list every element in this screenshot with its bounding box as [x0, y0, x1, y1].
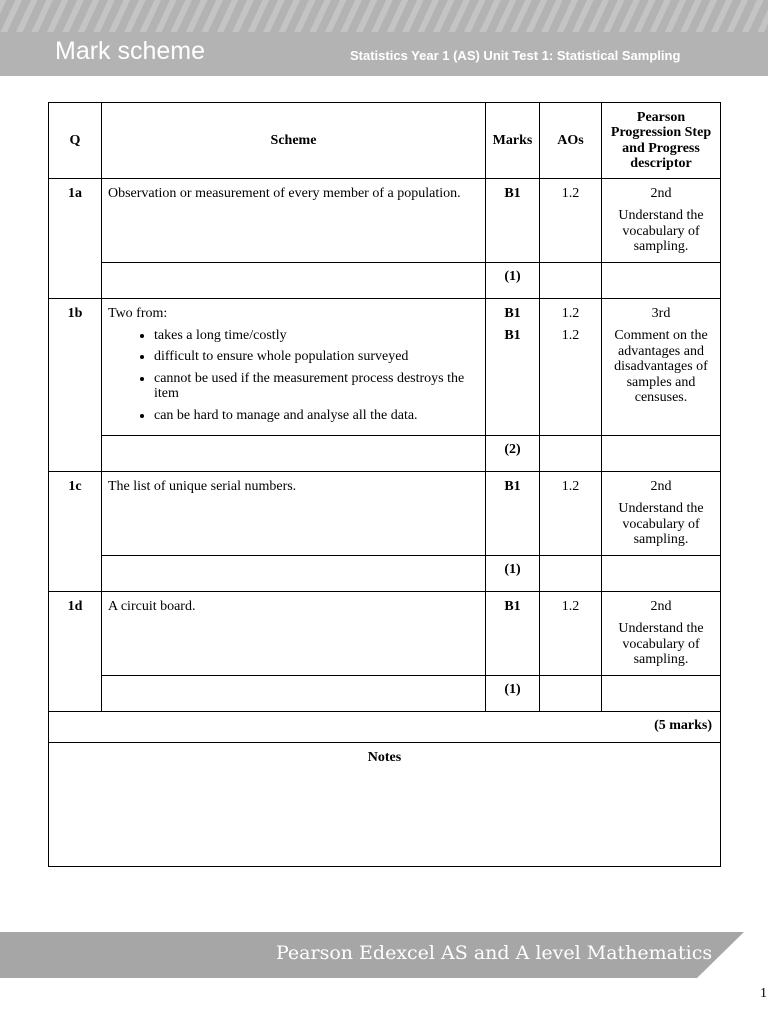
mark-code: B1: [486, 591, 540, 675]
header-q: Q: [49, 103, 102, 179]
ao-code: 1.2: [540, 179, 602, 263]
subtotal-marks: (2): [486, 435, 540, 471]
progress-descriptor: [602, 179, 721, 263]
scheme-text: The list of unique serial numbers.: [102, 471, 486, 555]
table-row: [49, 179, 721, 263]
header-stripe-pattern: [0, 0, 768, 32]
total-row: [49, 711, 721, 742]
header-descriptor: Pearson Progression Step and Progress descriptor: [602, 103, 721, 179]
descriptor-text: Comment on the advantages and disadvantages of samples and censuses.: [614, 328, 708, 405]
descriptor-text: Understand the vocabulary of sampling.: [618, 501, 704, 548]
list-item: • difficult to ensure whole population surveyed: [154, 349, 479, 364]
notes-row: [49, 742, 721, 866]
subtotal-row: [49, 555, 721, 591]
table-row: [49, 471, 721, 555]
subtotal-row: [49, 263, 721, 299]
scheme-intro: Two from:: [108, 306, 168, 321]
table-row: [49, 591, 721, 675]
page-number: 1: [760, 986, 767, 1001]
header-title: Mark scheme: [55, 37, 206, 65]
header-marks: Marks: [486, 103, 540, 179]
scheme-text: [102, 299, 486, 436]
header-scheme: Scheme: [102, 103, 486, 179]
page-footer: [0, 932, 768, 980]
scheme-text: A circuit board.: [102, 591, 486, 675]
progression-step: 2nd: [650, 598, 672, 614]
mark-code: B1: [486, 179, 540, 263]
table-header-row: [49, 103, 721, 179]
list-item: • takes a long time/costly: [154, 328, 479, 343]
ao-codes: [540, 299, 602, 436]
question-number: 1c: [49, 471, 102, 591]
table-row: [49, 299, 721, 436]
mark-scheme-table: [48, 102, 721, 867]
subtotal-row: [49, 675, 721, 711]
header-aos: AOs: [540, 103, 602, 179]
question-number: 1b: [49, 299, 102, 472]
subtotal-row: [49, 435, 721, 471]
subtotal-marks: (1): [486, 555, 540, 591]
progress-descriptor: [602, 471, 721, 555]
progression-step: 2nd: [650, 186, 672, 201]
scheme-text: Observation or measurement of every member of a population.: [102, 179, 486, 263]
question-number: 1a: [49, 179, 102, 299]
notes-heading: Notes: [49, 742, 721, 866]
mark-code: B1: [504, 306, 521, 321]
subtotal-marks: (1): [486, 263, 540, 299]
footer-text: Pearson Edexcel AS and A level Mathematics: [276, 942, 713, 964]
subtotal-marks: (1): [486, 675, 540, 711]
descriptor-text: Understand the vocabulary of sampling.: [618, 208, 704, 255]
bullet-list: [108, 328, 479, 423]
total-marks: (5 marks): [49, 711, 721, 742]
list-item: • can be hard to manage and analyse all the data.: [154, 408, 479, 423]
ao-code: 1.2: [540, 471, 602, 555]
mark-codes: [486, 299, 540, 436]
ao-code: 1.2: [540, 591, 602, 675]
header-subtitle: Statistics Year 1 (AS) Unit Test 1: Statistical Sampling: [350, 48, 681, 63]
progress-descriptor: [602, 299, 721, 436]
mark-code: B1: [486, 471, 540, 555]
progress-descriptor: [602, 591, 721, 675]
mark-code: B1: [504, 328, 521, 343]
list-item: • cannot be used if the measurement process destroys the item: [154, 371, 479, 402]
progression-step: 3rd: [651, 306, 671, 321]
descriptor-text: Understand the vocabulary of sampling.: [618, 621, 704, 668]
ao-code: 1.2: [561, 328, 580, 343]
question-number: 1d: [49, 591, 102, 711]
page-header: [0, 0, 768, 76]
progression-step: 2nd: [650, 478, 672, 494]
ao-code: 1.2: [561, 306, 580, 321]
